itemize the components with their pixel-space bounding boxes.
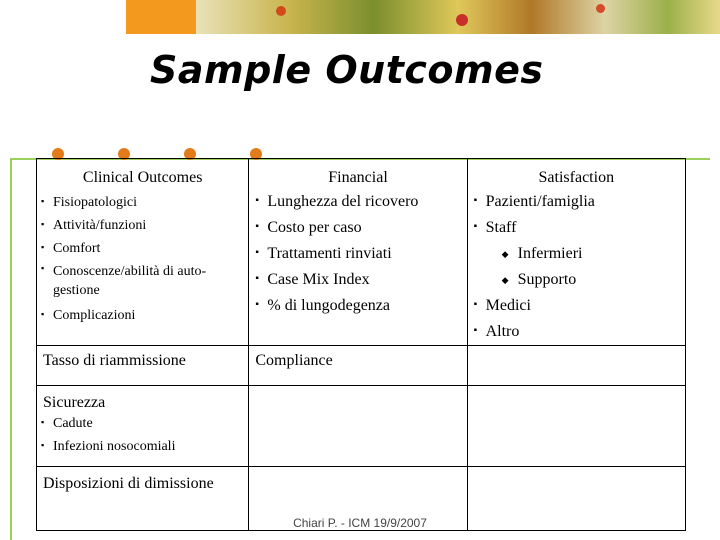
satisfaction-cell xyxy=(467,159,685,346)
empty-cell xyxy=(249,386,467,467)
list-item: ▪ Altro xyxy=(468,319,685,345)
list-item: ▪ Case Mix Index xyxy=(249,267,466,293)
list-sub-item: ◆ Infermieri xyxy=(468,241,685,267)
list-item: ▪ Medici xyxy=(468,293,685,319)
slide-title: Sample Outcomes xyxy=(150,48,544,92)
header-banner xyxy=(126,0,720,34)
satisfaction-header: Satisfaction xyxy=(538,169,615,186)
list-item: ▪ Fisiopatologici xyxy=(37,191,248,214)
clinical-outcomes-cell xyxy=(37,159,249,346)
table-row xyxy=(37,159,686,346)
empty-cell xyxy=(467,386,685,467)
slide-footer: Chiari P. - ICM 19/9/2007 xyxy=(293,516,427,530)
table-row xyxy=(37,386,686,467)
financial-header: Financial xyxy=(328,169,388,186)
accent-vertical-line xyxy=(10,158,12,540)
list-item: ▪ Trattamenti rinviati xyxy=(249,241,466,267)
banner-flower-icon xyxy=(456,14,468,26)
safety-title: Sicurezza xyxy=(43,394,106,411)
empty-cell xyxy=(467,346,685,386)
list-item: ▪ Cadute xyxy=(37,412,248,435)
safety-cell xyxy=(37,386,249,467)
list-item: ▪ Conoscenze/abilità di auto-gestione xyxy=(37,260,248,304)
list-item: ▪ % di lungodegenza xyxy=(249,293,466,319)
list-item: ▪ Complicazioni xyxy=(37,304,248,327)
readmission-cell: Tasso di riammissione xyxy=(37,346,249,386)
list-item: ▪ Lunghezza del ricovero xyxy=(249,189,466,215)
list-item: ▪ Costo per caso xyxy=(249,215,466,241)
discharge-cell: Disposizioni di dimissione xyxy=(37,467,249,531)
list-item: ▪ Pazienti/famiglia xyxy=(468,189,685,215)
list-item: ▪ Infezioni nosocomiali xyxy=(37,435,248,458)
list-item: ▪ Comfort xyxy=(37,237,248,260)
clinical-outcomes-header: Clinical Outcomes xyxy=(82,169,203,186)
compliance-cell: Compliance xyxy=(249,346,467,386)
table-row xyxy=(37,346,686,386)
banner-flower-icon xyxy=(276,6,286,16)
banner-flower-icon xyxy=(596,4,605,13)
list-item: ▪ Attività/funzioni xyxy=(37,214,248,237)
list-item: ▪ Staff xyxy=(468,215,685,241)
financial-cell xyxy=(249,159,467,346)
list-sub-item: ◆ Supporto xyxy=(468,267,685,293)
outcomes-table xyxy=(36,158,686,531)
